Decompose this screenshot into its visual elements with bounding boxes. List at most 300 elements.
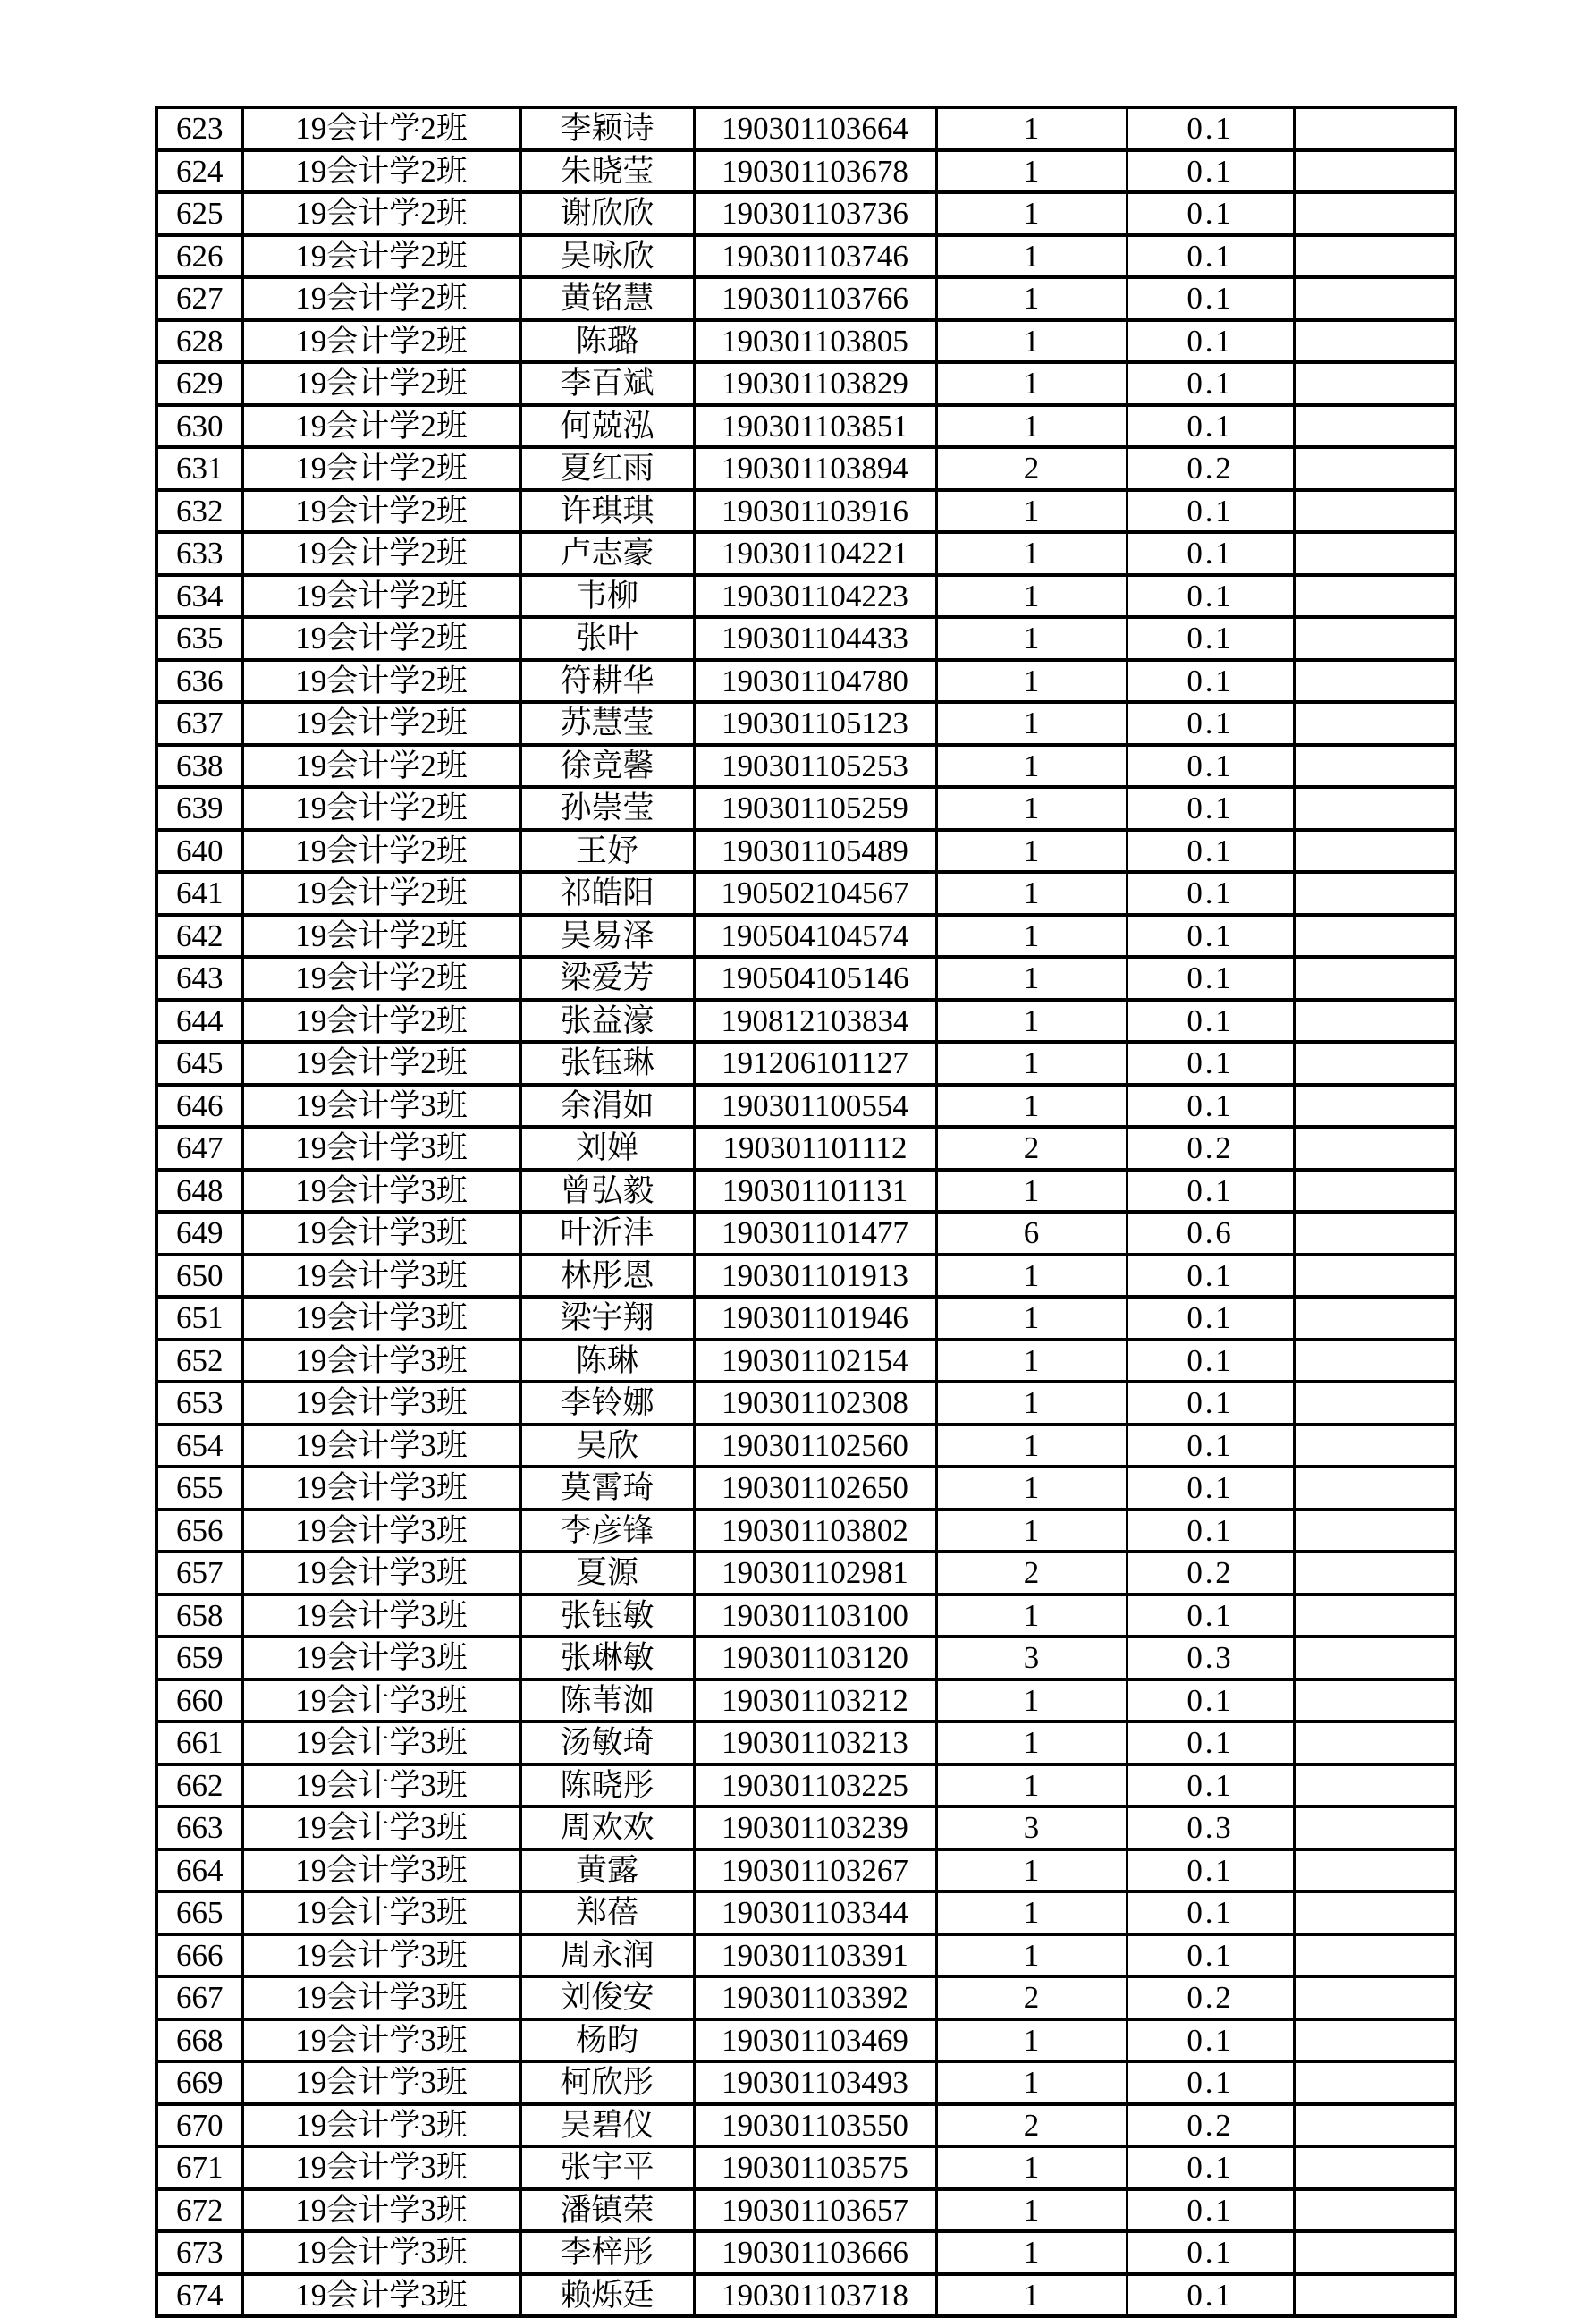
table-row <box>156 320 1456 363</box>
cell-class: 19会计学3班 <box>242 2189 520 2232</box>
cell-name: 曾弘毅 <box>520 1170 694 1213</box>
cell-student-id: 190301104221 <box>694 532 936 575</box>
table-row <box>156 1722 1456 1764</box>
cell-class: 19会计学3班 <box>242 1595 520 1637</box>
cell-count: 1 <box>936 575 1127 618</box>
cell-index: 635 <box>156 617 242 660</box>
cell-student-id: 190301105259 <box>694 787 936 830</box>
table-row <box>156 1425 1456 1468</box>
cell-count: 1 <box>936 320 1127 363</box>
cell-count: 1 <box>936 1764 1127 1807</box>
table-row <box>156 490 1456 533</box>
table-row <box>156 2104 1456 2147</box>
cell-count: 1 <box>936 490 1127 533</box>
cell-student-id: 190301103225 <box>694 1764 936 1807</box>
cell-score: 0.2 <box>1127 1976 1294 2019</box>
cell-count: 1 <box>936 1170 1127 1213</box>
cell-count: 1 <box>936 2061 1127 2104</box>
cell-name: 赖烁廷 <box>520 2274 694 2317</box>
table-row <box>156 1255 1456 1298</box>
table-row <box>156 787 1456 830</box>
cell-empty <box>1294 405 1456 448</box>
cell-class: 19会计学2班 <box>242 532 520 575</box>
cell-score: 0.1 <box>1127 1849 1294 1892</box>
cell-index: 626 <box>156 235 242 278</box>
cell-student-id: 190301103120 <box>694 1637 936 1679</box>
table-row <box>156 1510 1456 1552</box>
cell-empty <box>1294 1595 1456 1637</box>
cell-score: 0.1 <box>1127 1340 1294 1383</box>
cell-score: 0.1 <box>1127 745 1294 788</box>
cell-count: 1 <box>936 1425 1127 1468</box>
cell-count: 1 <box>936 830 1127 873</box>
cell-count: 1 <box>936 2019 1127 2062</box>
cell-index: 646 <box>156 1085 242 1128</box>
cell-index: 625 <box>156 192 242 235</box>
cell-name: 张益濠 <box>520 1000 694 1043</box>
cell-score: 0.1 <box>1127 235 1294 278</box>
cell-name: 林彤恩 <box>520 1255 694 1298</box>
cell-empty <box>1294 2189 1456 2232</box>
table-row <box>156 107 1456 150</box>
cell-score: 0.1 <box>1127 1042 1294 1085</box>
table-row <box>156 1552 1456 1595</box>
cell-student-id: 190301105253 <box>694 745 936 788</box>
table-row <box>156 2189 1456 2232</box>
cell-empty <box>1294 1297 1456 1340</box>
cell-index: 644 <box>156 1000 242 1043</box>
cell-score: 0.1 <box>1127 1382 1294 1425</box>
cell-student-id: 190301103736 <box>694 192 936 235</box>
cell-student-id: 190504104574 <box>694 915 936 958</box>
cell-empty <box>1294 575 1456 618</box>
cell-student-id: 190301103678 <box>694 150 936 193</box>
cell-empty <box>1294 2274 1456 2317</box>
cell-student-id: 190301103344 <box>694 1891 936 1934</box>
cell-index: 632 <box>156 490 242 533</box>
cell-class: 19会计学3班 <box>242 1382 520 1425</box>
table-row <box>156 660 1456 703</box>
cell-score: 0.1 <box>1127 490 1294 533</box>
table-row <box>156 617 1456 660</box>
cell-index: 654 <box>156 1425 242 1468</box>
cell-class: 19会计学2班 <box>242 277 520 320</box>
cell-student-id: 190301105123 <box>694 702 936 745</box>
cell-class: 19会计学2班 <box>242 872 520 915</box>
cell-count: 1 <box>936 957 1127 1000</box>
cell-student-id: 190301102560 <box>694 1425 936 1468</box>
cell-empty <box>1294 1637 1456 1679</box>
cell-name: 韦柳 <box>520 575 694 618</box>
cell-index: 641 <box>156 872 242 915</box>
cell-index: 650 <box>156 1255 242 1298</box>
cell-empty <box>1294 1255 1456 1298</box>
cell-name: 朱晓莹 <box>520 150 694 193</box>
cell-name: 谢欣欣 <box>520 192 694 235</box>
cell-empty <box>1294 2231 1456 2274</box>
cell-empty <box>1294 1382 1456 1425</box>
table-row <box>156 1764 1456 1807</box>
cell-name: 吴碧仪 <box>520 2104 694 2147</box>
cell-count: 2 <box>936 1976 1127 2019</box>
cell-empty <box>1294 107 1456 150</box>
cell-empty <box>1294 1467 1456 1510</box>
cell-score: 0.1 <box>1127 1000 1294 1043</box>
cell-index: 660 <box>156 1679 242 1722</box>
cell-score: 0.1 <box>1127 362 1294 405</box>
cell-name: 张钰琳 <box>520 1042 694 1085</box>
cell-empty <box>1294 1127 1456 1170</box>
cell-student-id: 190301103666 <box>694 2231 936 2274</box>
cell-index: 672 <box>156 2189 242 2232</box>
cell-score: 0.1 <box>1127 617 1294 660</box>
table-row <box>156 575 1456 618</box>
cell-count: 1 <box>936 2274 1127 2317</box>
cell-student-id: 190301103469 <box>694 2019 936 2062</box>
cell-class: 19会计学3班 <box>242 1255 520 1298</box>
cell-score: 0.1 <box>1127 2019 1294 2062</box>
cell-class: 19会计学2班 <box>242 1000 520 1043</box>
cell-empty <box>1294 1340 1456 1383</box>
cell-name: 柯欣彤 <box>520 2061 694 2104</box>
cell-class: 19会计学2班 <box>242 447 520 490</box>
cell-score: 0.1 <box>1127 957 1294 1000</box>
cell-name: 张宇平 <box>520 2146 694 2189</box>
cell-name: 李百斌 <box>520 362 694 405</box>
cell-index: 630 <box>156 405 242 448</box>
cell-student-id: 190301103392 <box>694 1976 936 2019</box>
table-row <box>156 405 1456 448</box>
cell-count: 1 <box>936 192 1127 235</box>
cell-score: 0.1 <box>1127 107 1294 150</box>
cell-index: 658 <box>156 1595 242 1637</box>
table-row <box>156 1340 1456 1383</box>
cell-empty <box>1294 915 1456 958</box>
cell-score: 0.1 <box>1127 150 1294 193</box>
cell-count: 1 <box>936 1891 1127 1934</box>
cell-count: 1 <box>936 2189 1127 2232</box>
cell-student-id: 190504105146 <box>694 957 936 1000</box>
cell-student-id: 190301103213 <box>694 1722 936 1764</box>
cell-index: 643 <box>156 957 242 1000</box>
cell-name: 卢志豪 <box>520 532 694 575</box>
cell-name: 张钰敏 <box>520 1595 694 1637</box>
student-score-table <box>155 106 1457 2318</box>
table-row <box>156 447 1456 490</box>
table-row <box>156 1297 1456 1340</box>
cell-index: 642 <box>156 915 242 958</box>
cell-student-id: 190301103916 <box>694 490 936 533</box>
cell-empty <box>1294 1849 1456 1892</box>
cell-student-id: 190301103894 <box>694 447 936 490</box>
cell-empty <box>1294 1000 1456 1043</box>
cell-count: 1 <box>936 362 1127 405</box>
cell-class: 19会计学3班 <box>242 1170 520 1213</box>
cell-empty <box>1294 1170 1456 1213</box>
cell-class: 19会计学3班 <box>242 1340 520 1383</box>
cell-class: 19会计学2班 <box>242 830 520 873</box>
cell-empty <box>1294 277 1456 320</box>
cell-count: 1 <box>936 872 1127 915</box>
cell-index: 657 <box>156 1552 242 1595</box>
cell-index: 627 <box>156 277 242 320</box>
table-row <box>156 702 1456 745</box>
cell-score: 0.1 <box>1127 1679 1294 1722</box>
cell-name: 王妤 <box>520 830 694 873</box>
cell-empty <box>1294 192 1456 235</box>
table-row <box>156 745 1456 788</box>
cell-student-id: 190301102981 <box>694 1552 936 1595</box>
cell-index: 674 <box>156 2274 242 2317</box>
cell-score: 0.1 <box>1127 2061 1294 2104</box>
cell-score: 0.1 <box>1127 1085 1294 1128</box>
cell-score: 0.1 <box>1127 915 1294 958</box>
table-row <box>156 235 1456 278</box>
cell-class: 19会计学3班 <box>242 1467 520 1510</box>
cell-score: 0.6 <box>1127 1212 1294 1255</box>
table-row <box>156 1000 1456 1043</box>
cell-count: 1 <box>936 2146 1127 2189</box>
cell-empty <box>1294 2104 1456 2147</box>
cell-student-id: 190301103575 <box>694 2146 936 2189</box>
cell-score: 0.3 <box>1127 1806 1294 1849</box>
cell-index: 637 <box>156 702 242 745</box>
table-row <box>156 1891 1456 1934</box>
cell-class: 19会计学3班 <box>242 1637 520 1679</box>
cell-student-id: 190301101477 <box>694 1212 936 1255</box>
cell-count: 1 <box>936 617 1127 660</box>
cell-index: 645 <box>156 1042 242 1085</box>
table-row <box>156 1212 1456 1255</box>
cell-score: 0.1 <box>1127 1764 1294 1807</box>
cell-student-id: 190301101112 <box>694 1127 936 1170</box>
cell-empty <box>1294 2019 1456 2062</box>
table-row <box>156 1679 1456 1722</box>
cell-count: 1 <box>936 1085 1127 1128</box>
cell-name: 祁皓阳 <box>520 872 694 915</box>
cell-index: 667 <box>156 1976 242 2019</box>
table-row <box>156 1976 1456 2019</box>
cell-student-id: 190301101131 <box>694 1170 936 1213</box>
cell-class: 19会计学3班 <box>242 1722 520 1764</box>
cell-class: 19会计学3班 <box>242 1806 520 1849</box>
cell-name: 陈璐 <box>520 320 694 363</box>
cell-name: 郑蓓 <box>520 1891 694 1934</box>
cell-class: 19会计学2班 <box>242 745 520 788</box>
cell-count: 1 <box>936 702 1127 745</box>
table-row <box>156 1934 1456 1977</box>
cell-class: 19会计学3班 <box>242 2146 520 2189</box>
cell-count: 2 <box>936 447 1127 490</box>
cell-class: 19会计学3班 <box>242 1976 520 2019</box>
cell-score: 0.1 <box>1127 532 1294 575</box>
cell-student-id: 190301103100 <box>694 1595 936 1637</box>
cell-student-id: 190301102154 <box>694 1340 936 1383</box>
cell-class: 19会计学2班 <box>242 235 520 278</box>
cell-index: 648 <box>156 1170 242 1213</box>
cell-class: 19会计学2班 <box>242 320 520 363</box>
cell-class: 19会计学3班 <box>242 1510 520 1552</box>
table-row <box>156 150 1456 193</box>
cell-name: 周永润 <box>520 1934 694 1977</box>
table-row <box>156 2231 1456 2274</box>
cell-student-id: 190301103805 <box>694 320 936 363</box>
cell-empty <box>1294 1806 1456 1849</box>
cell-class: 19会计学2班 <box>242 702 520 745</box>
cell-class: 19会计学2班 <box>242 915 520 958</box>
cell-class: 19会计学3班 <box>242 1127 520 1170</box>
table-row <box>156 1170 1456 1213</box>
cell-class: 19会计学2班 <box>242 617 520 660</box>
table-row <box>156 1806 1456 1849</box>
cell-index: 638 <box>156 745 242 788</box>
cell-count: 1 <box>936 1722 1127 1764</box>
cell-score: 0.1 <box>1127 2274 1294 2317</box>
cell-count: 1 <box>936 1679 1127 1722</box>
cell-name: 许琪琪 <box>520 490 694 533</box>
cell-class: 19会计学2班 <box>242 1042 520 1085</box>
cell-name: 周欢欢 <box>520 1806 694 1849</box>
cell-student-id: 190301103802 <box>694 1510 936 1552</box>
cell-score: 0.1 <box>1127 660 1294 703</box>
cell-empty <box>1294 532 1456 575</box>
cell-score: 0.1 <box>1127 1255 1294 1298</box>
cell-name: 黄露 <box>520 1849 694 1892</box>
cell-student-id: 190301103718 <box>694 2274 936 2317</box>
table-row <box>156 1849 1456 1892</box>
cell-empty <box>1294 660 1456 703</box>
cell-count: 1 <box>936 1297 1127 1340</box>
cell-score: 0.1 <box>1127 1595 1294 1637</box>
cell-score: 0.1 <box>1127 192 1294 235</box>
cell-score: 0.2 <box>1127 1552 1294 1595</box>
cell-count: 1 <box>936 1000 1127 1043</box>
table-row <box>156 830 1456 873</box>
cell-student-id: 190301100554 <box>694 1085 936 1128</box>
cell-count: 6 <box>936 1212 1127 1255</box>
cell-name: 张琳敏 <box>520 1637 694 1679</box>
cell-index: 665 <box>156 1891 242 1934</box>
cell-score: 0.1 <box>1127 1467 1294 1510</box>
cell-count: 1 <box>936 660 1127 703</box>
cell-count: 1 <box>936 1255 1127 1298</box>
cell-class: 19会计学3班 <box>242 1679 520 1722</box>
cell-empty <box>1294 150 1456 193</box>
cell-count: 1 <box>936 150 1127 193</box>
cell-name: 叶沂沣 <box>520 1212 694 1255</box>
cell-index: 640 <box>156 830 242 873</box>
cell-empty <box>1294 447 1456 490</box>
cell-empty <box>1294 1764 1456 1807</box>
cell-name: 汤敏琦 <box>520 1722 694 1764</box>
cell-index: 629 <box>156 362 242 405</box>
cell-count: 1 <box>936 1510 1127 1552</box>
cell-student-id: 191206101127 <box>694 1042 936 1085</box>
cell-count: 1 <box>936 235 1127 278</box>
cell-score: 0.1 <box>1127 787 1294 830</box>
cell-name: 夏红雨 <box>520 447 694 490</box>
table-row <box>156 1382 1456 1425</box>
cell-student-id: 190301103239 <box>694 1806 936 1849</box>
cell-empty <box>1294 702 1456 745</box>
cell-name: 梁爱芳 <box>520 957 694 1000</box>
cell-empty <box>1294 830 1456 873</box>
cell-student-id: 190301103657 <box>694 2189 936 2232</box>
cell-score: 0.2 <box>1127 2104 1294 2147</box>
cell-count: 1 <box>936 277 1127 320</box>
cell-name: 吴易泽 <box>520 915 694 958</box>
cell-score: 0.1 <box>1127 1722 1294 1764</box>
cell-name: 孙崇莹 <box>520 787 694 830</box>
cell-count: 1 <box>936 1382 1127 1425</box>
cell-class: 19会计学3班 <box>242 2019 520 2062</box>
cell-class: 19会计学2班 <box>242 490 520 533</box>
cell-empty <box>1294 1425 1456 1468</box>
cell-index: 666 <box>156 1934 242 1977</box>
cell-name: 夏源 <box>520 1552 694 1595</box>
cell-empty <box>1294 872 1456 915</box>
cell-score: 0.1 <box>1127 1297 1294 1340</box>
cell-student-id: 190301103851 <box>694 405 936 448</box>
cell-count: 1 <box>936 745 1127 788</box>
cell-index: 656 <box>156 1510 242 1552</box>
cell-empty <box>1294 235 1456 278</box>
cell-empty <box>1294 362 1456 405</box>
cell-class: 19会计学3班 <box>242 2061 520 2104</box>
cell-score: 0.2 <box>1127 447 1294 490</box>
cell-name: 李颖诗 <box>520 107 694 150</box>
cell-index: 652 <box>156 1340 242 1383</box>
cell-class: 19会计学3班 <box>242 2104 520 2147</box>
cell-count: 1 <box>936 532 1127 575</box>
cell-student-id: 190301101913 <box>694 1255 936 1298</box>
cell-class: 19会计学3班 <box>242 1085 520 1128</box>
cell-empty <box>1294 490 1456 533</box>
table-row <box>156 1637 1456 1679</box>
cell-name: 陈苇洳 <box>520 1679 694 1722</box>
cell-name: 梁宇翔 <box>520 1297 694 1340</box>
cell-name: 陈琳 <box>520 1340 694 1383</box>
cell-empty <box>1294 617 1456 660</box>
cell-student-id: 190301104433 <box>694 617 936 660</box>
table-row <box>156 277 1456 320</box>
table-row <box>156 2019 1456 2062</box>
cell-name: 刘婵 <box>520 1127 694 1170</box>
cell-class: 19会计学2班 <box>242 957 520 1000</box>
table-row <box>156 362 1456 405</box>
cell-student-id: 190812103834 <box>694 1000 936 1043</box>
table-row <box>156 957 1456 1000</box>
cell-count: 1 <box>936 1849 1127 1892</box>
cell-class: 19会计学3班 <box>242 1849 520 1892</box>
cell-class: 19会计学2班 <box>242 362 520 405</box>
cell-name: 徐竟馨 <box>520 745 694 788</box>
table-row <box>156 2274 1456 2317</box>
table-row <box>156 2146 1456 2189</box>
cell-score: 0.1 <box>1127 277 1294 320</box>
cell-name: 何兢泓 <box>520 405 694 448</box>
cell-index: 636 <box>156 660 242 703</box>
cell-name: 潘镇荣 <box>520 2189 694 2232</box>
cell-index: 651 <box>156 1297 242 1340</box>
cell-class: 19会计学2班 <box>242 405 520 448</box>
cell-student-id: 190301102650 <box>694 1467 936 1510</box>
cell-score: 0.1 <box>1127 1170 1294 1213</box>
cell-student-id: 190301105489 <box>694 830 936 873</box>
cell-class: 19会计学2班 <box>242 575 520 618</box>
cell-name: 黄铭慧 <box>520 277 694 320</box>
cell-class: 19会计学3班 <box>242 1425 520 1468</box>
